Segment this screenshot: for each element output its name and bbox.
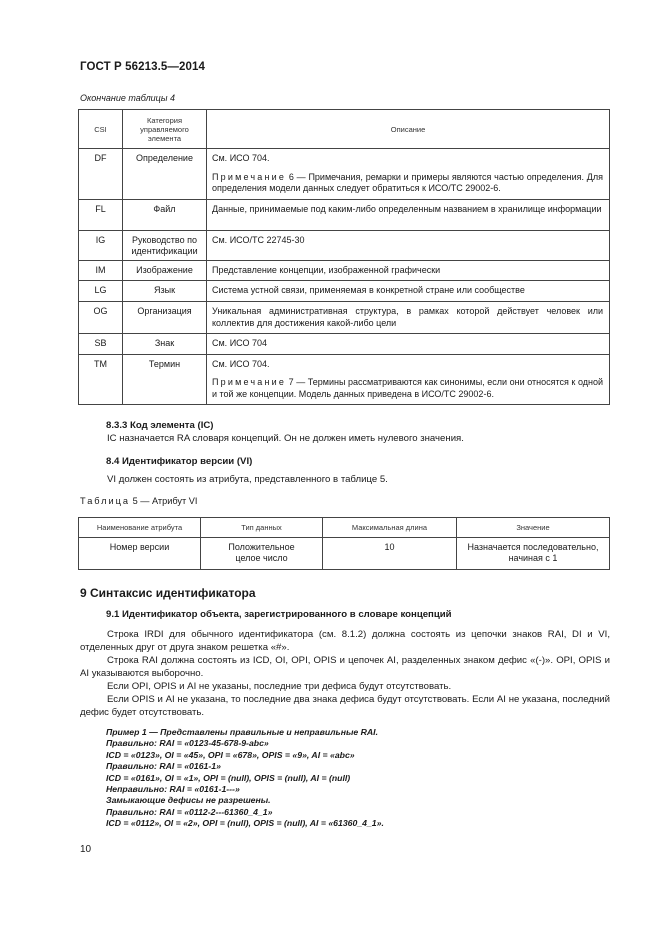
cell-data-type: Положительное целое число	[201, 538, 323, 570]
table-row	[79, 538, 610, 570]
cell-category: Руководство по идентификации	[123, 230, 207, 260]
cell-description: Уникальная административная структура, в рамках которой действует человек или коллектив для достижения какой-либо цели	[207, 302, 610, 334]
table-row	[79, 302, 610, 334]
col-header-max-length: Максимальная длина	[323, 518, 457, 538]
section-8-4-text: VI должен состоять из атрибута, представленного в таблице 5.	[107, 474, 388, 485]
cell-category: Язык	[123, 281, 207, 302]
note	[212, 377, 603, 400]
cell-description: См. ИСО 704	[207, 334, 610, 355]
description-text: См. ИСО 704.	[212, 358, 270, 369]
example-line: ICD = «0112», OI = «2», OPI = (null), OPIS = (null), AI = «61360_4_1».	[106, 818, 384, 829]
cell-csi: DF	[79, 149, 123, 200]
table-header-row	[79, 110, 610, 149]
table-row	[79, 354, 610, 405]
cell-max-length: 10	[323, 538, 457, 570]
table-row	[79, 334, 610, 355]
cell-csi: IG	[79, 230, 123, 260]
section-8-4-title: 8.4 Идентификатор версии (VI)	[106, 456, 253, 467]
cell-csi: FL	[79, 199, 123, 230]
section-9-1-title: 9.1 Идентификатор объекта, зарегистрированного в словаре концепций	[106, 609, 452, 620]
table5-caption	[80, 496, 197, 506]
cell-category: Определение	[123, 149, 207, 200]
document-header: ГОСТ Р 56213.5—2014	[80, 61, 205, 73]
cell-csi: LG	[79, 281, 123, 302]
example-line: Правильно: RAI = «0161-1»	[106, 761, 221, 772]
cell-value: Назначается последовательно, начиная с 1	[457, 538, 610, 570]
example-line: ICD = «0161», OI = «1», OPI = (null), OPIS = (null), AI = (null)	[106, 772, 351, 783]
example-line: ICD = «0123», OI = «45», OPI = «678», OPIS = «9», AI = «abc»	[106, 749, 355, 760]
col-header-data-type: Тип данных	[201, 518, 323, 538]
example-line: Правильно: RAI = «0123-45-678-9-abc»	[106, 738, 269, 749]
cell-category: Файл	[123, 199, 207, 230]
cell-description: Данные, принимаемые под каким-либо определенным названием в хранилище информации	[207, 199, 610, 230]
page-number: 10	[80, 844, 92, 855]
section-9-1-paragraph: Если OPI, OPIS и AI не указаны, последние три дефиса будут отсутствовать.	[107, 681, 452, 692]
cell-description: См. ИСО/ТС 22745-30	[207, 230, 610, 260]
table-row	[79, 230, 610, 260]
section-9-1-paragraph: Если OPIS и AI не указана, то последние два знака дефиса будут отсутствовать. Если AI не указана, последний дефис будет отсутствовать.	[80, 694, 610, 718]
table-header-row	[79, 518, 610, 538]
section-8-3-3-title: 8.3.3 Код элемента (IC)	[106, 420, 214, 431]
note-label: Примечание	[212, 171, 287, 182]
section-9-1-paragraph: Строка RAI должна состоять из ICD, OI, OPI, OPIS и цепочек AI, разделенных знаком дефис «(-)». OPI, OPIS и AI указываются выборочно.	[80, 655, 610, 679]
table-row	[79, 260, 610, 281]
section-8-3-3-text: IC назначается RA словаря концепций. Он не должен иметь нулевого значения.	[107, 433, 464, 444]
cell-csi: IM	[79, 260, 123, 281]
example-line: Правильно: RAI = «0112-2---61360_4_1»	[106, 806, 273, 817]
table5-caption-rest: 5 — Атрибут VI	[130, 496, 198, 506]
col-header-attribute-name: Наименование атрибута	[79, 518, 201, 538]
col-header-csi: CSI	[79, 110, 123, 149]
cell-category: Изображение	[123, 260, 207, 281]
example-block	[106, 727, 384, 830]
section-9-1-paragraph: Строка IRDI для обычного идентификатора (см. 8.1.2) должна состоять из цепочки знаков RAI, DI и VI, отделенных друг от друга знаком решетка «#».	[80, 629, 610, 653]
cell-attribute-name: Номер версии	[79, 538, 201, 570]
table-row	[79, 281, 610, 302]
cell-description: Система устной связи, применяемая в конкретной стране или сообществе	[207, 281, 610, 302]
table-row	[79, 149, 610, 200]
cell-category: Термин	[123, 354, 207, 405]
section-9-title: 9 Синтаксис идентификатора	[80, 586, 256, 600]
example-line: Замыкающие дефисы не разрешены.	[106, 795, 271, 806]
note-text: 7 — Термины рассматриваются как синонимы, если они относятся к одной и той же концепции. Модель данных приведена в ИСО/ТС 29002-6.	[212, 377, 603, 399]
table4-caption: Окончание таблицы 4	[80, 93, 175, 103]
cell-description	[207, 354, 610, 405]
col-header-description: Описание	[207, 110, 610, 149]
note-label: Примечание	[212, 377, 287, 387]
cell-category: Знак	[123, 334, 207, 355]
note-text: 6 — Примечания, ремарки и примеры являются частью определения. Для определения модели данных следует обратиться к ИСО/ТС 29002-6.	[212, 171, 603, 193]
description-text: См. ИСО 704.	[212, 153, 270, 163]
cell-category: Организация	[123, 302, 207, 334]
note	[212, 172, 603, 195]
cell-csi: SB	[79, 334, 123, 355]
table5-caption-label: Таблица	[80, 496, 131, 506]
col-header-value: Значение	[457, 518, 610, 538]
example-line: Неправильно: RAI = «0161-1---»	[106, 784, 240, 795]
cell-csi: TM	[79, 354, 123, 405]
cell-csi: OG	[79, 302, 123, 334]
example-line: Пример 1 — Представлены правильные и неправильные RAI.	[106, 727, 379, 737]
table-4	[78, 109, 610, 405]
cell-description	[207, 149, 610, 200]
cell-description: Представление концепции, изображенной графически	[207, 260, 610, 281]
col-header-category: Категория управляемого элемента	[123, 110, 207, 149]
table-5	[78, 517, 610, 570]
table-row	[79, 199, 610, 230]
